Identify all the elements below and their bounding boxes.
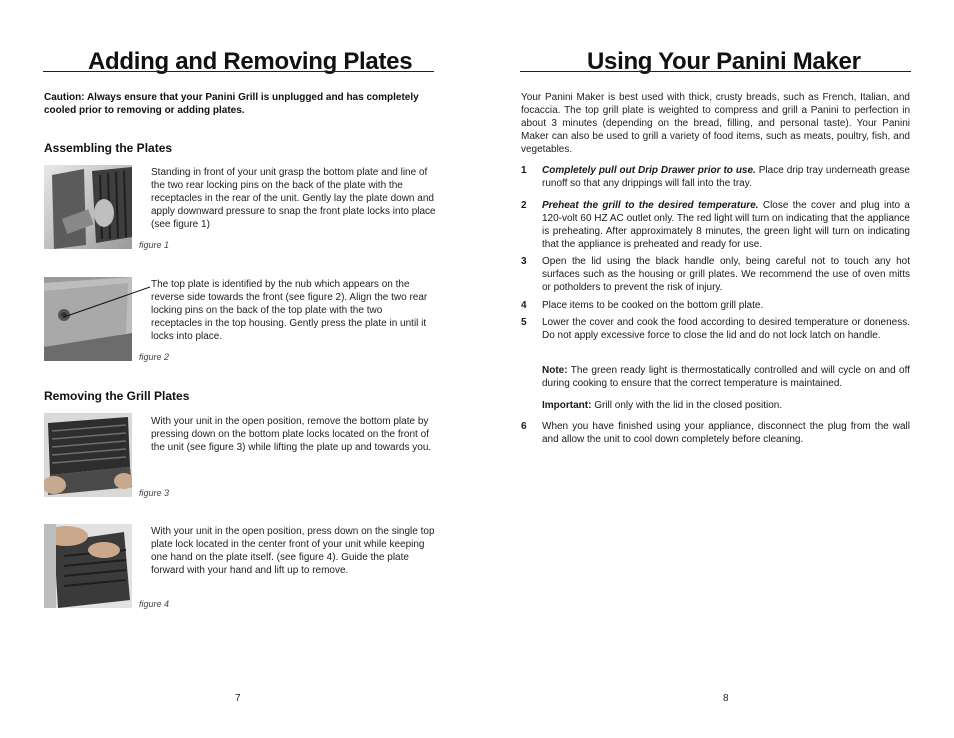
- removing-paragraph-1: With your unit in the open position, remove the bottom plate by pressing down on the bottom plate locks located on the front of the unit (see figure 3) while lifting the plate up and towards you.: [151, 416, 432, 453]
- assembling-paragraph-1: Standing in front of your unit grasp the bottom plate and line of the two rear locking pins on the back of the plate with the receptacles in the rear of the unit. Gently lay the plate down and apply downward pressure to snap the front plate locks into place (see figure 1): [151, 167, 436, 230]
- step-4-text: Place items to be cooked on the bottom grill plate.: [542, 300, 764, 311]
- assembling-paragraph-2: The top plate is identified by the nub which appears on the reverse side towards the front (see figure 2). Align the two rear locking pins on the back of the top plate with the two receptacles in the top housing. Gently press the plate in until it locks into place.: [151, 279, 428, 342]
- caution-line-1: Caution: Always ensure that your Panini Grill is unplugged and has completely: [44, 92, 419, 103]
- figure-1-caption: figure 1: [139, 240, 170, 250]
- step-1-lead: Completely pull out Drip Drawer prior to use.: [542, 165, 756, 176]
- figure-1-photo: [44, 165, 132, 249]
- step-5-number: 5: [521, 317, 527, 328]
- figure-3-photo: [44, 413, 132, 497]
- step-4-number: 4: [521, 300, 527, 311]
- important-label: Important:: [542, 400, 592, 411]
- important-paragraph: [542, 399, 910, 412]
- left-page-title: Adding and Removing Plates: [88, 48, 413, 75]
- step-2-text: [542, 199, 910, 251]
- step-2-lead: Preheat the grill to the desired temperature.: [542, 200, 759, 211]
- figure-2-caption: figure 2: [139, 352, 170, 362]
- removing-paragraph-2: With your unit in the open position, press down on the single top plate lock located in the center front of your unit while keeping one hand on the plate itself. (see figure 4). Guide the plate forward with your hand and lift up to remove.: [151, 526, 435, 576]
- step-2-number: 2: [521, 200, 527, 211]
- step-1-number: 1: [521, 165, 527, 176]
- figure-4-photo: [44, 524, 132, 608]
- important-text: Grill only with the lid in the closed position.: [591, 400, 783, 411]
- note-label: Note:: [542, 365, 568, 376]
- note-text: The green ready light is thermostatically controlled and will cycle on and off during cooking to ensure that the correct temperature is maintained.: [542, 365, 910, 389]
- step-3-number: 3: [521, 256, 527, 267]
- step-2-body: Close the cover and plug into a 120-volt 60 HZ AC outlet only. The red light will turn on indicating that the appliance is preheating. After approximately 8 minutes, the green light will turn on indicating that the appliance is preheated and ready for use.: [542, 200, 910, 250]
- figure-4-caption: figure 4: [139, 599, 170, 609]
- figure-2-pointer-line: [60, 285, 152, 325]
- step-5-text: Lower the cover and cook the food according to desired temperature or doneness. Do not apply excessive force to close the lid and do not lock latch on handle.: [542, 317, 910, 341]
- left-title-rule: [43, 71, 434, 72]
- step-3-text: Open the lid using the black handle only, being careful not to touch any hot surfaces such as the housing or grill plates. We recommend the use of oven mitts or potholders to prevent the risk of injury.: [542, 256, 910, 293]
- caution-text: [44, 91, 439, 117]
- step-6-number: 6: [521, 421, 527, 432]
- right-page-number: 8: [723, 693, 729, 704]
- right-title-rule: [520, 71, 911, 72]
- left-page-number: 7: [235, 693, 241, 704]
- removing-heading: Removing the Grill Plates: [44, 389, 190, 403]
- caution-line-2: cooled prior to removing or adding plates.: [44, 105, 245, 116]
- figure-3-caption: figure 3: [139, 488, 170, 498]
- step-1-body: Place drip tray underneath grease runoff so that any drippings will fall into the tray.: [542, 165, 910, 189]
- step-1-text: [542, 164, 910, 190]
- intro-paragraph: Your Panini Maker is best used with thick, crusty breads, such as French, Italian, and focaccia. The top grill plate is weighted to compress and grill a Panini to perfection in about 3 minutes (depending on the bread, filling, and personal taste). Your Panini Maker can also be used to grill a variety of food items, such as meats, poultry, fish, and vegetables.: [521, 92, 910, 155]
- assembling-heading: Assembling the Plates: [44, 141, 173, 155]
- right-page-title: Using Your Panini Maker: [587, 48, 861, 75]
- note-paragraph: [542, 364, 910, 390]
- step-6-text: When you have finished using your appliance, disconnect the plug from the wall and allow the unit to cool down completely before cleaning.: [542, 421, 910, 445]
